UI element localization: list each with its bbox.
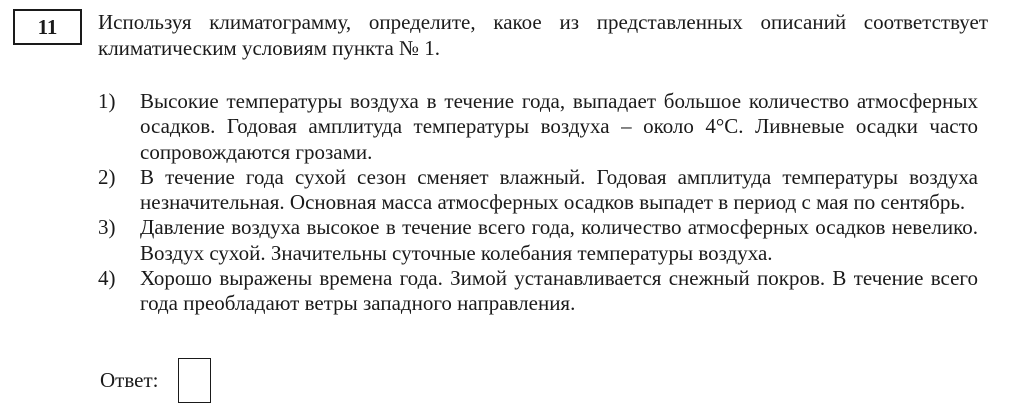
option-text: Высокие температуры воздуха в течение года, выпадает большое количество атмосферных осадков. Годовая амплитуда температуры воздуха – около 4°С. Ливневые осадки часто сопровождаются грозами. xyxy=(140,89,978,164)
option-number: 3) xyxy=(98,215,116,240)
options-list xyxy=(98,89,978,317)
question-prompt: Используя климатограмму, определите, какое из представленных описаний соответствует климатическим условиям пункта № 1. xyxy=(98,10,988,60)
option-number: 1) xyxy=(98,89,116,113)
option-number: 2) xyxy=(98,164,116,189)
question-number: 11 xyxy=(37,14,58,39)
answer-row xyxy=(100,358,211,403)
option-4 xyxy=(98,266,978,317)
option-text: Хорошо выражены времена года. Зимой устанавливается снежный покров. В течение всего года преобладают ветры западного направления. xyxy=(140,266,978,316)
answer-input-box[interactable] xyxy=(178,358,211,403)
option-1 xyxy=(98,89,978,165)
option-text: Давление воздуха высокое в течение всего года, количество атмосферных осадков невелико. Воздух сухой. Значительны суточные колебания температуры воздуха. xyxy=(140,215,978,265)
question-number-box xyxy=(13,9,82,45)
option-number: 4) xyxy=(98,266,116,291)
option-text: В течение года сухой сезон сменяет влажный. Годовая амплитуда температуры воздуха незначительная. Основная масса атмосферных осадков выпадет в период с мая по сентябрь. xyxy=(140,164,978,215)
option-3 xyxy=(98,215,978,266)
option-2 xyxy=(98,165,978,216)
answer-label: Ответ: xyxy=(100,368,159,392)
